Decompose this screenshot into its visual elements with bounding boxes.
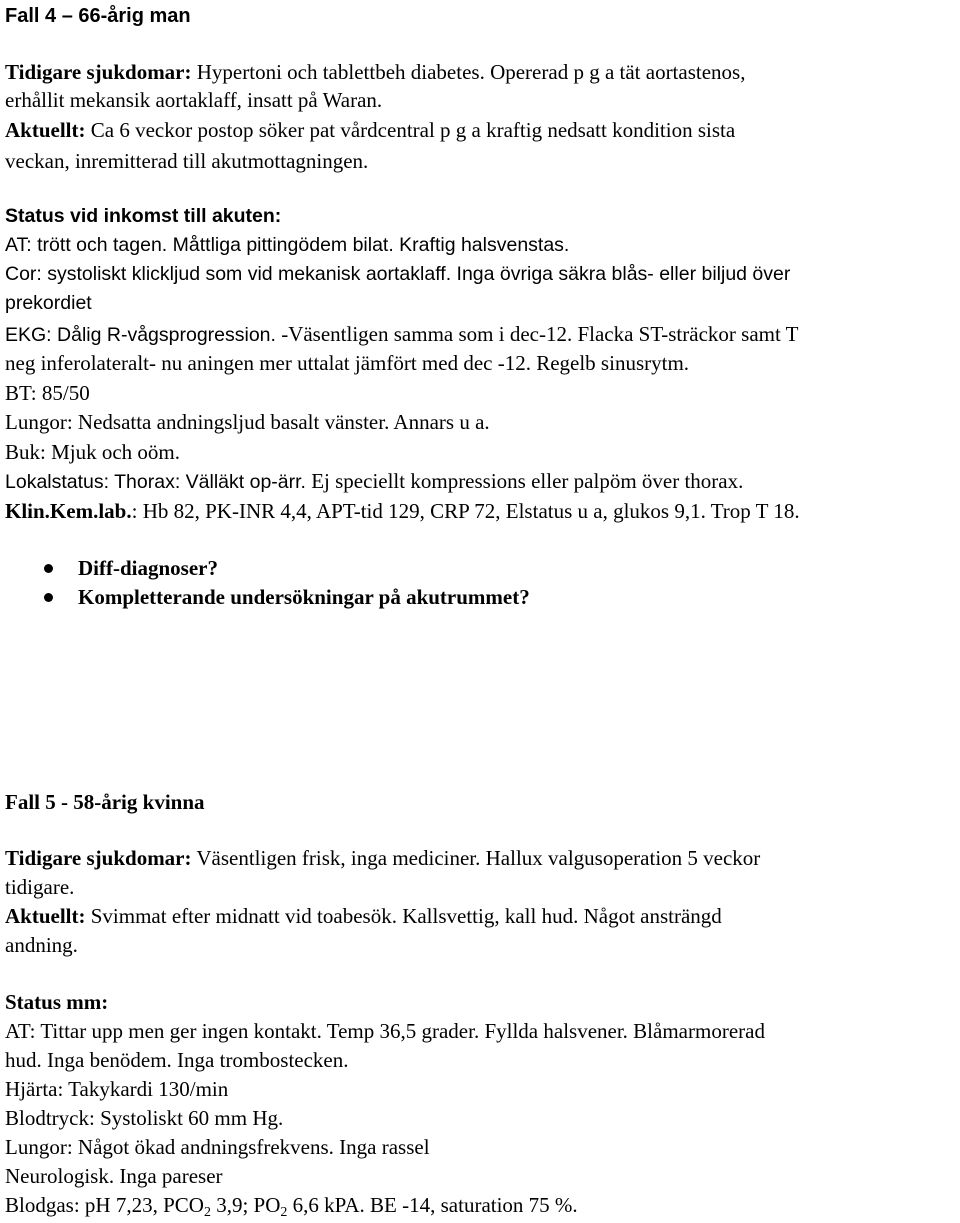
case5-current-line-1	[5, 906, 722, 927]
case4-title: Fall 4 – 66-årig man	[5, 5, 191, 27]
case4-current-text-1: Ca 6 veckor postop söker pat vårdcentral p g a kraftig nedsatt kondition sista	[85, 118, 736, 142]
case4-lab-label: Klin.Kem.lab.	[5, 499, 132, 523]
case5-title: Fall 5 - 58-årig kvinna	[5, 790, 205, 814]
case5-current-text-2: andning.	[5, 933, 78, 957]
case5-history-text-1: Väsentligen frisk, inga mediciner. Hallux valgusoperation 5 veckor	[191, 846, 761, 870]
case4-current-label: Aktuellt:	[5, 118, 86, 142]
case5-history-label: Tidigare sjukdomar:	[5, 846, 192, 870]
case4-lokal-text: Ej speciellt kompressions eller palpöm över thorax.	[305, 469, 744, 493]
case4-lokalstatus	[5, 471, 743, 493]
case4-ekg-text-2: neg inferolateralt- nu aningen mer uttalat jämfört med dec -12. Regelb sinusrytm.	[5, 351, 690, 375]
case4-history-label: Tidigare sjukdomar:	[5, 60, 192, 84]
case5-blodgas-part-1: Blodgas: pH 7,23, PCO	[5, 1193, 204, 1217]
case4-ekg-text-1: -Väsentligen samma som i dec-12. Flacka ST-sträckor samt T	[275, 322, 799, 346]
case4-current-text-2: veckan, inremitterad till akutmottagningen.	[5, 149, 369, 173]
case4-current-line-1	[5, 120, 735, 141]
case4-status-at: AT: trött och tagen. Måttliga pittingödem bilat. Kraftig halsvenstas.	[5, 234, 570, 256]
bullet-icon	[44, 593, 53, 602]
case4-buk: Buk: Mjuk och oöm.	[5, 440, 181, 464]
case4-status-cor: Cor: systoliskt klickljud som vid mekanisk aortaklaff. Inga övriga säkra blås- eller biljud över	[5, 263, 791, 285]
case5-blodgas-part-3: 6,6 kPA. BE -14, saturation 75 %.	[287, 1193, 578, 1217]
case4-history-text-1: Hypertoni och tablettbeh diabetes. Opererad p g a tät aortastenos,	[191, 60, 746, 84]
bullet-icon	[44, 564, 53, 573]
case5-blodtryck: Blodtryck: Systoliskt 60 mm Hg.	[5, 1106, 284, 1130]
case4-history-text-2: erhållit mekansik aortaklaff, insatt på Waran.	[5, 88, 383, 112]
case4-lungor: Lungor: Nedsatta andningsljud basalt vänster. Annars u a.	[5, 410, 490, 434]
case5-status-heading: Status mm:	[5, 990, 109, 1014]
case4-lab-text: : Hb 82, PK-INR 4,4, APT-tid 129, CRP 72, Elstatus u a, glukos 9,1. Trop T 18.	[131, 499, 800, 523]
case4-lokal-label: Lokalstatus: Thorax: Välläkt op-ärr.	[5, 471, 306, 493]
case4-ekg-label: EKG: Dålig R-vågsprogression.	[5, 324, 276, 346]
case4-question-2-text: Kompletterande undersökningar på akutrummet?	[78, 585, 530, 609]
case4-lab	[5, 501, 800, 522]
case5-current-label: Aktuellt:	[5, 904, 86, 928]
case5-blodgas-part-2: 3,9; PO	[210, 1193, 281, 1217]
case5-hjarta: Hjärta: Takykardi 130/min	[5, 1077, 229, 1101]
case4-bt: BT: 85/50	[5, 381, 90, 405]
case5-history-line-1	[5, 848, 760, 869]
case4-ekg-line-1	[5, 324, 799, 346]
case4-question-1-text: Diff-diagnoser?	[78, 556, 218, 580]
case5-blodgas	[5, 1193, 578, 1220]
case4-status-heading: Status vid inkomst till akuten:	[5, 205, 282, 227]
case5-history-text-2: tidigare.	[5, 875, 75, 899]
case5-current-text-1: Svimmat efter midnatt vid toabesök. Kallsvettig, kall hud. Något ansträngd	[85, 904, 722, 928]
case5-status-at-cont: hud. Inga benödem. Inga trombostecken.	[5, 1048, 349, 1072]
case4-history-line-1	[5, 62, 745, 83]
case5-lungor: Lungor: Något ökad andningsfrekvens. Inga rassel	[5, 1135, 430, 1159]
case5-status-at: AT: Tittar upp men ger ingen kontakt. Temp 36,5 grader. Fyllda halsvener. Blåmarmorerad	[5, 1019, 765, 1043]
case4-status-cor-cont: prekordiet	[5, 292, 92, 314]
case5-blodgas-sub-2: 2	[280, 1205, 288, 1220]
case5-blodgas-sub-1: 2	[203, 1205, 211, 1220]
case5-neurologisk: Neurologisk. Inga pareser	[5, 1164, 223, 1188]
